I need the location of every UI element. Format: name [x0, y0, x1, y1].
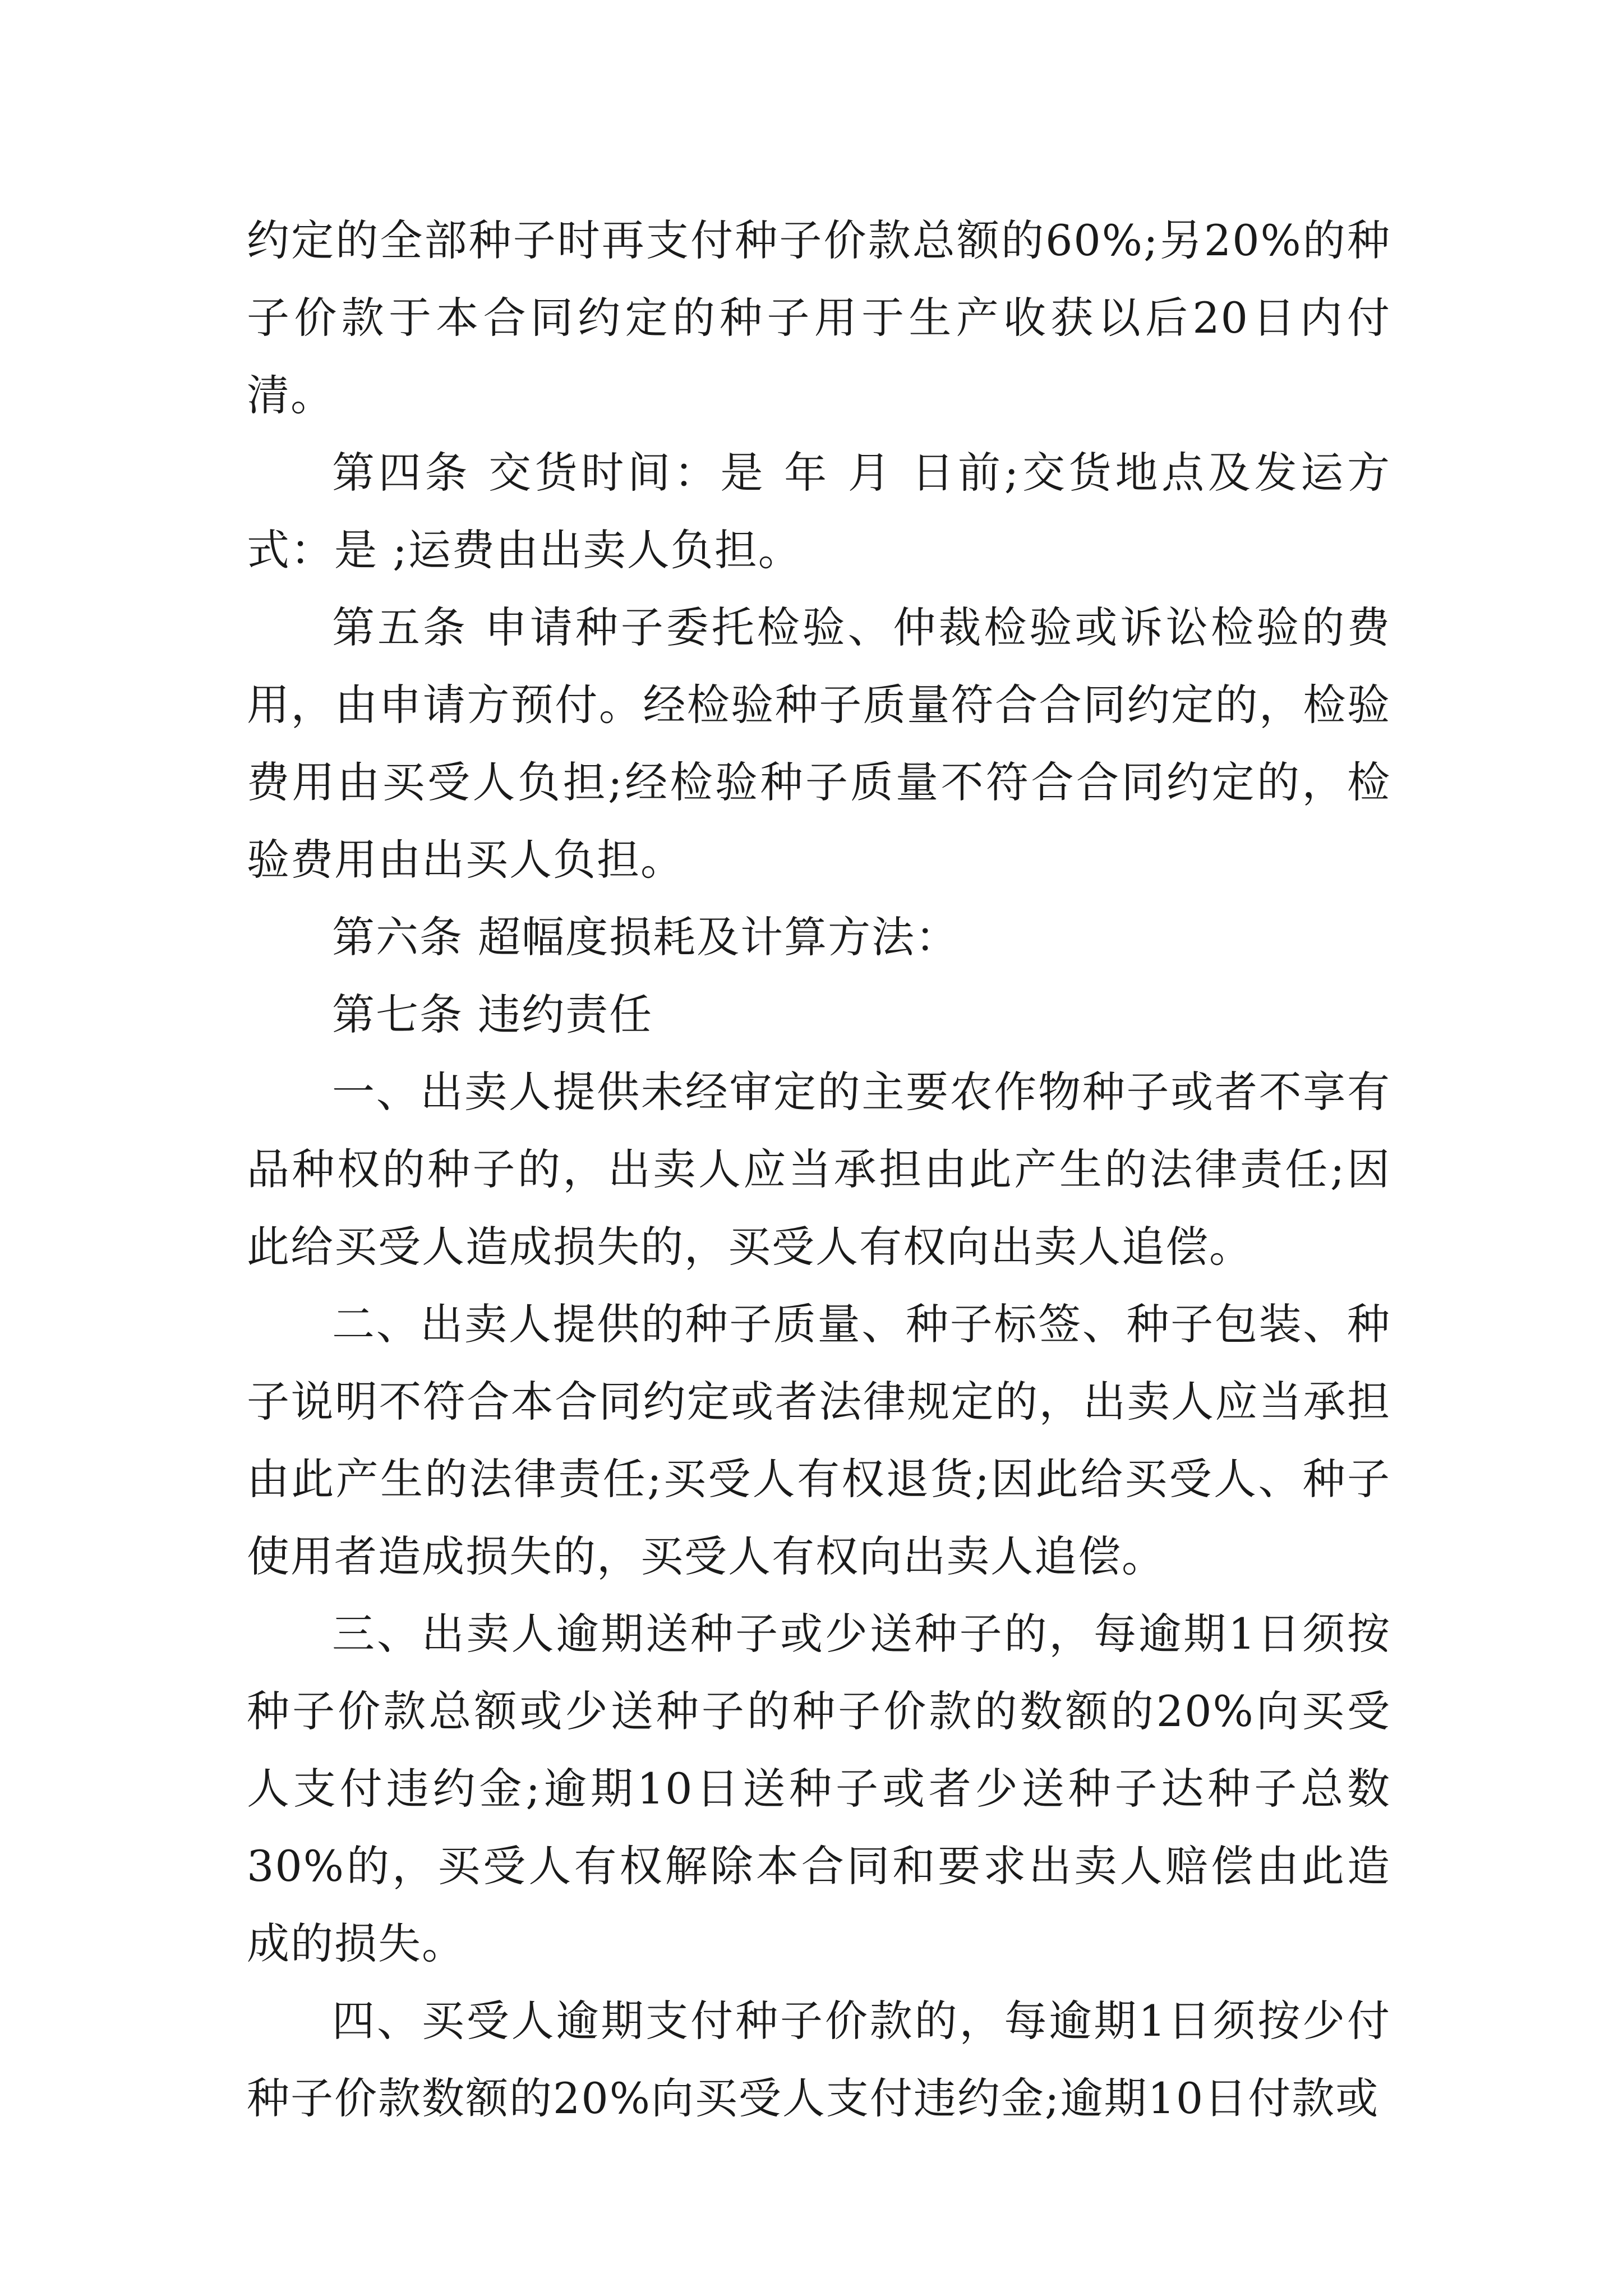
paragraph-clause-1: 一、出卖人提供未经审定的主要农作物种子或者不享有品种权的种子的，出卖人应当承担由此产生的法律责任;因此给买受人造成损失的，买受人有权向出卖人追偿。	[247, 1067, 1391, 1272]
paragraph-clause-3: 三、出卖人逾期送种子或少送种子的，每逾期1日须按种子价款总额或少送种子的种子价款的数额的20%向买受人支付违约金;逾期10日送种子或者少送种子达种子总数30%的，买受人有权解除本合同和要求出卖人赔偿由此造成的损失。	[247, 1609, 1391, 1968]
paragraph-article-7-heading: 第七条 违约责任	[332, 990, 653, 1039]
paragraph-payment-terms: 约定的全部种子时再支付种子价款总额的60%;另20%的种子价款于本合同约定的种子用于生产收获以后20日内付清。	[247, 215, 1391, 420]
paragraph-clause-4: 四、买受人逾期支付种子价款的，每逾期1日须按少付种子价款数额的20%向买受人支付违约金;逾期10日付款或	[247, 1996, 1391, 2123]
document-body	[247, 202, 1391, 2137]
paragraph-article-6: 第六条 超幅度损耗及计算方法：	[332, 912, 960, 962]
paragraph-clause-2: 二、出卖人提供的种子质量、种子标签、种子包装、种子说明不符合本合同约定或者法律规定的，出卖人应当承担由此产生的法律责任;买受人有权退货;因此给买受人、种子使用者造成损失的，买受人有权向出卖人追偿。	[247, 1299, 1391, 1581]
paragraph-article-4: 第四条 交货时间：是 年 月 日前;交货地点及发运方式：是 ;运费由出卖人负担。	[247, 448, 1391, 575]
paragraph-article-5: 第五条 申请种子委托检验、仲裁检验或诉讼检验的费用，由申请方预付。经检验种子质量符合合同约定的，检验费用由买受人负担;经检验种子质量不符合合同约定的，检验费用由出买人负担。	[247, 602, 1391, 885]
